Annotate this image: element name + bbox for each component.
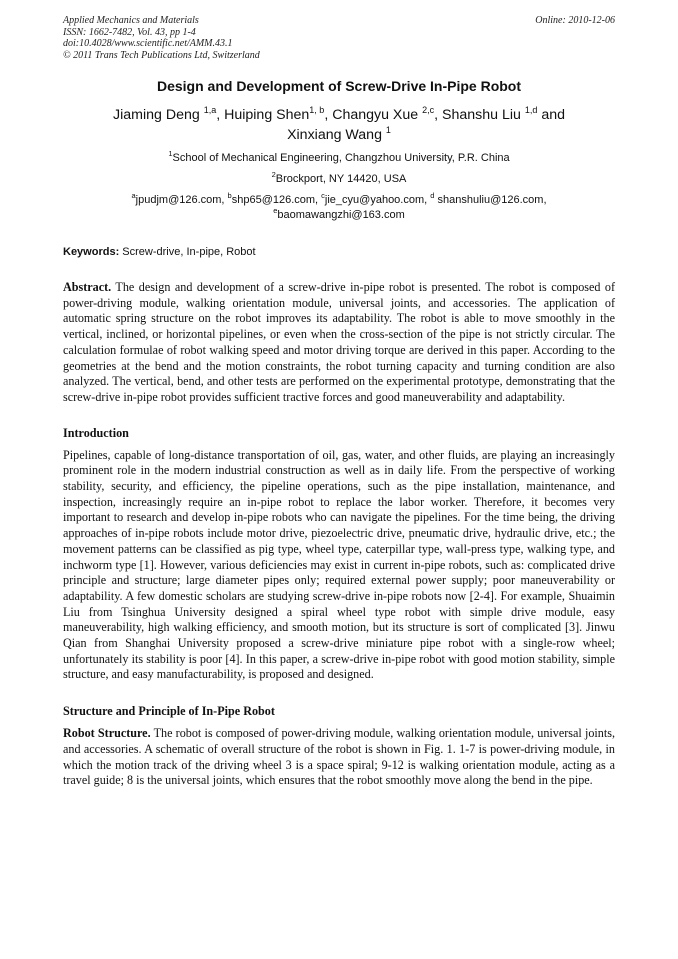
online-date: Online: 2010-12-06 <box>535 15 615 26</box>
email-list <box>63 193 615 223</box>
author-name: Jiaming Deng <box>113 107 204 123</box>
abstract-text: The design and development of a screw-drive in-pipe robot is presented. The robot is composed of power-driving module, walking orientation module, universal joints, and accessories. The application of automatic spring structure on the robot improves its adaptability. The robot is able to move smoothly in the vertical, inclined, or horizontal pipelines, or even when the cross-section of the pipe is not strictly circular. The calculation formulae of robot walking speed and motor driving torque are derived in this paper. According to the geometries at the bend and the motion constraints, the robot turning capacity and turning condition are also analyzed. The vertical, bend, and other tests are performed on the experimental prototype, demonstrating that the screw-drive in-pipe robot provides sufficient tractive forces and good maneuverability and adaptability. <box>63 280 615 404</box>
email-separator: , <box>543 194 547 206</box>
email-superscript: d <box>430 191 435 200</box>
email-superscript: b <box>227 191 232 200</box>
affiliation-2 <box>63 172 615 187</box>
author-superscript: 1,a <box>203 105 217 115</box>
author-superscript: 2,c <box>422 105 435 115</box>
author-superscript: 1,d <box>524 105 538 115</box>
affiliation-1 <box>63 151 615 166</box>
email-superscript: a <box>131 191 136 200</box>
email-address: shanshuliu@126.com <box>434 194 544 206</box>
paper-title: Design and Development of Screw-Drive In-Pipe Robot <box>156 78 522 94</box>
abstract-label: Abstract. <box>63 280 112 294</box>
keywords-text: Screw-drive, In-pipe, Robot <box>119 246 256 258</box>
structure-heading: Structure and Principle of In-Pipe Robot <box>63 704 275 719</box>
introduction-heading: Introduction <box>63 425 129 440</box>
affiliation-superscript: 1 <box>168 149 173 158</box>
email-address: jpudjm@126.com, <box>135 194 228 206</box>
structure-label: Robot Structure. <box>63 726 151 741</box>
abstract-paragraph <box>63 280 615 406</box>
journal-name: Applied Mechanics and Materials <box>63 15 199 26</box>
doi-line: doi:10.4028/www.scientific.net/AMM.43.1 <box>63 38 233 49</box>
issn-line: ISSN: 1662-7482, Vol. 43, pp 1-4 <box>63 26 196 38</box>
author-list <box>63 105 615 145</box>
structure-text: The robot is composed of power-driving module, walking orientation module, universal joints, and accessories. A schematic of overall structure of the robot is shown in Fig. 1. 1-7 is power-driving module, in which the motion track of the driving wheel 3 is a space spiral; 9-12 is walking orientation module, acting as a travel guide; 8 is the universal joints, which ensures that the robot smoothly move along the bend in the pipe. <box>63 726 615 788</box>
author-connector: and <box>537 107 565 123</box>
journal-header <box>63 15 615 61</box>
keywords-line <box>63 246 615 258</box>
author-name: , Huiping Shen <box>216 107 310 123</box>
email-address: baomawangzhi@163.com <box>277 209 405 221</box>
author-name: , Changyu Xue <box>324 107 423 123</box>
introduction-paragraph: Pipelines, capable of long-distance transportation of oil, gas, water, and other fluids, are playing an increasingly prominent role in the modern industrial construction as well as in daily life. From the perspective of working stability, security, and efficiency, the pipeline operations, such as the pipe installation, maintenance, and inspection, increasingly require an in-pipe robot to replace the labor worker. Therefore, it becomes very important to research and develop in-pipe robots who can navigate the pipelines. For the time being, the driving approaches of in-pipe robots include motor drive, piezoelectric drive, pneumatic drive, hydraulic drive, etc.; the movement patterns can be classified as pig type, wheel type, caterpillar type, wall-press type, walking type, and inchworm type [1]. However, various deficiencies may exist in current in-pipe robots, such as: complicated drive principle and structure; large diameter pipes only; required external power supply; poor maneuverability or adaptability. A few domestic scholars are studying screw-drive in-pipe robots now [2-4]. For example, Shuaimin Liu from Tsinghua University designed a spiral wheel type robot with simple drive module, easy maneuverability, high walking efficiency, and smooth motion, but its structure is sort of complicated [3]. Jinwu Qian from Shanghai University proposed a screw-drive miniature pipe robot with a single-row wheel; unfortunately its stability is poor [4]. In this paper, a screw-drive in-pipe robot with good motion stability, simple structure, and easy manufacturability, is proposed and designed. <box>63 447 615 682</box>
author-superscript: 1, b <box>309 105 325 115</box>
author-name: Xinxiang Wang <box>287 127 386 143</box>
author-name: , Shanshu Liu <box>434 107 525 123</box>
copyright-line: © 2011 Trans Tech Publications Ltd, Switzerland <box>63 49 260 61</box>
affiliation-text: Brockport, NY 14420, USA <box>275 173 407 185</box>
email-address: jie_cyu@yahoo.com, <box>324 194 431 206</box>
email-address: shp65@126.com, <box>231 194 322 206</box>
keywords-label: Keywords: <box>63 246 120 258</box>
affiliation-text: School of Mechanical Engineering, Changzhou University, P.R. China <box>172 152 510 164</box>
affiliation-superscript: 2 <box>271 170 276 179</box>
structure-paragraph <box>63 726 615 789</box>
email-superscript: c <box>321 191 325 200</box>
email-superscript: e <box>273 206 278 215</box>
author-superscript: 1 <box>385 125 391 135</box>
